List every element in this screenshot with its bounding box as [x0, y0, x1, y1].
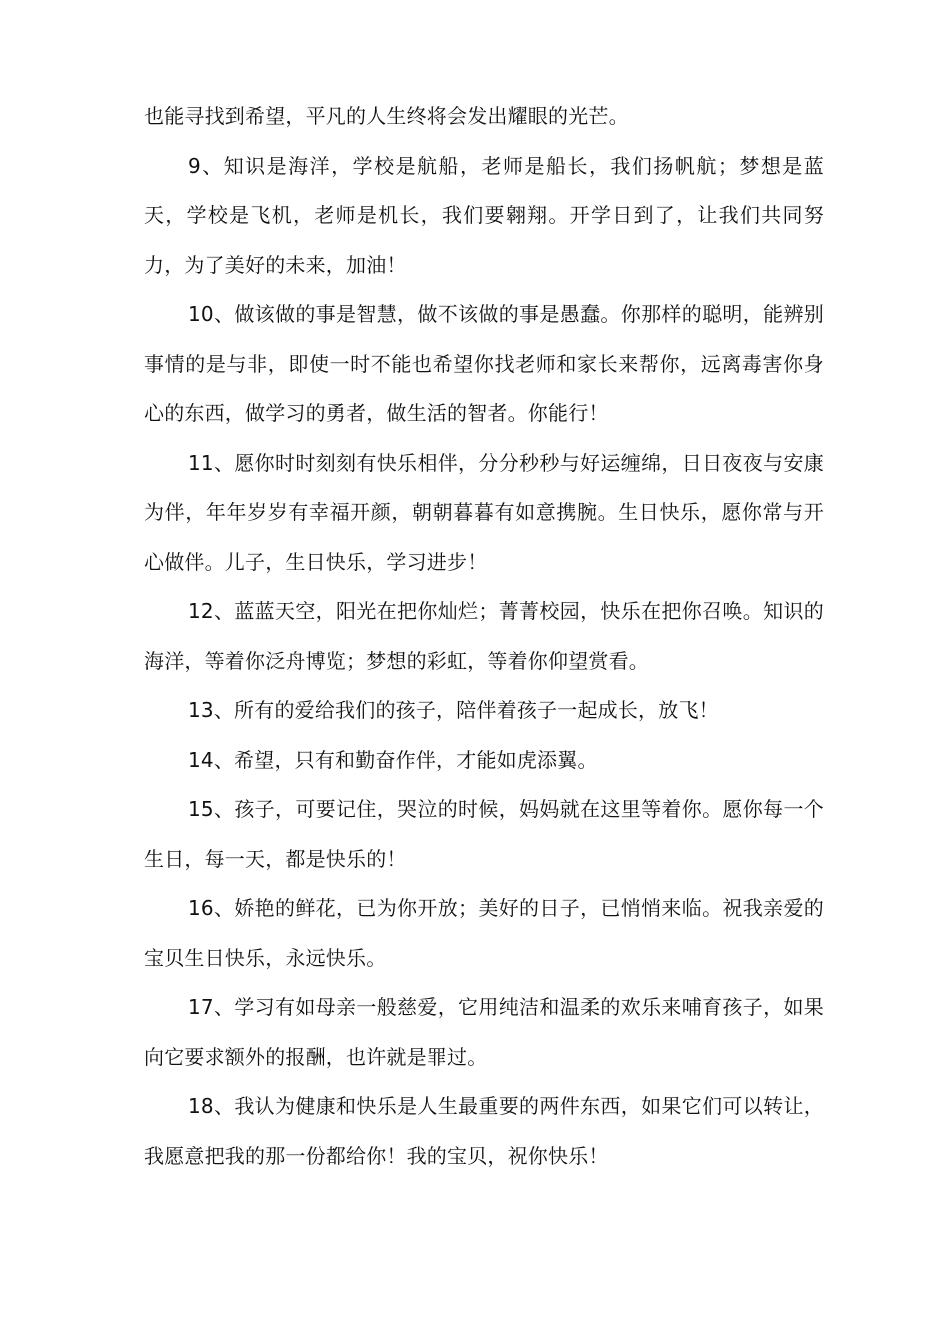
paragraph-item-12: 12、蓝蓝天空，阳光在把你灿烂；菁菁校园，快乐在把你召唤。知识的海洋，等着你泛舟博览；梦想的彩虹，等着你仰望赏看。: [144, 599, 824, 673]
document-body: [144, 92, 824, 1181]
paragraph-item-11: 11、愿你时时刻刻有快乐相伴，分分秒秒与好运缠绵，日日夜夜与安康为伴，年年岁岁有幸福开颜，朝朝暮暮有如意携腕。生日快乐，愿你常与开心做伴。儿子，生日快乐，学习进步！: [144, 450, 824, 574]
paragraph-item-18: 18、我认为健康和快乐是人生最重要的两件东西，如果它们可以转让，我愿意把我的那一份都给你！我的宝贝，祝你快乐！: [144, 1094, 824, 1168]
paragraph-item-16: 16、娇艳的鲜花，已为你开放；美好的日子，已悄悄来临。祝我亲爱的宝贝生日快乐，永远快乐。: [144, 896, 824, 970]
paragraph-item-13: 13、所有的爱给我们的孩子，陪伴着孩子一起成长，放飞！: [188, 698, 719, 722]
paragraph-item-10: 10、做该做的事是智慧，做不该做的事是愚蠢。你那样的聪明，能辨别事情的是与非，即使一时不能也希望你找老师和家长来帮你，远离毒害你身心的东西，做学习的勇者，做生活的智者。你能行！: [144, 302, 824, 425]
paragraph-item-14: 14、希望，只有和勤奋作伴，才能如虎添翼。: [188, 747, 598, 772]
paragraph-item-9: 9、知识是海洋，学校是航船，老师是船长，我们扬帆航；梦想是蓝天，学校是飞机，老师是机长，我们要翱翔。开学日到了，让我们共同努力，为了美好的未来，加油！: [144, 153, 824, 277]
paragraph-continuation: 也能寻找到希望，平凡的人生终将会发出耀眼的光芒。: [144, 104, 629, 128]
paragraph-item-17: 17、学习有如母亲一般慈爱，它用纯洁和温柔的欢乐来哺育孩子，如果向它要求额外的报酬，也许就是罪过。: [144, 995, 824, 1069]
paragraph-item-15: 15、孩子，可要记住，哭泣的时候，妈妈就在这里等着你。愿你每一个生日，每一天，都是快乐的！: [144, 797, 824, 871]
